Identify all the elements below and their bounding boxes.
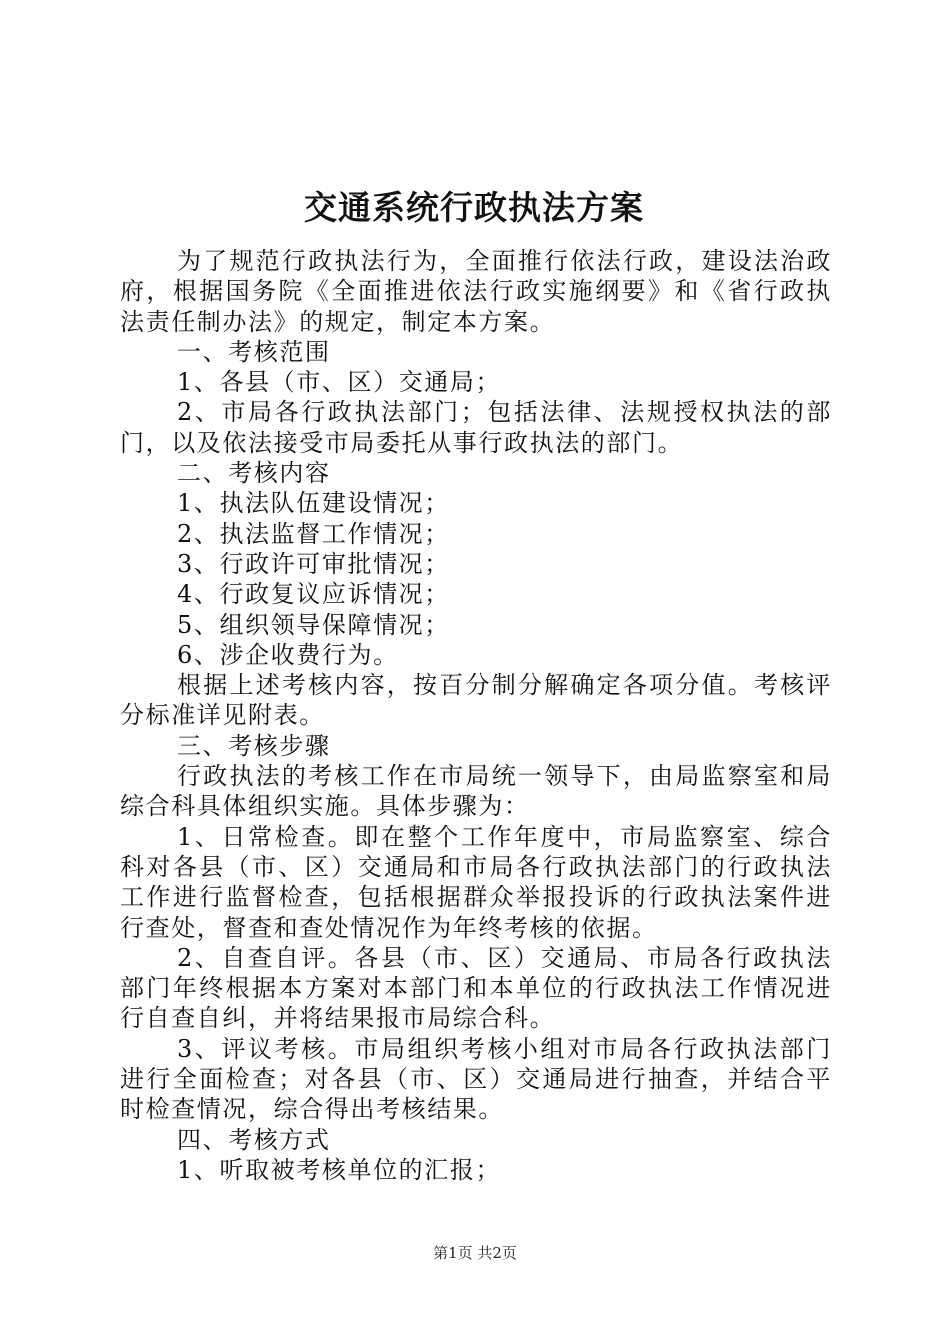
section-heading-method: 四、考核方式 bbox=[177, 1125, 331, 1154]
list-item: 1、日常检查。即在整个工作年度中，市局监察室、综合科对各县（市、区）交通局和市局各行政执法部门的行政执法工作进行监督检查，包括根据群众举报投诉的行政执法案件进行查处，督查和查处情况作为年终考核的依据。 bbox=[120, 822, 832, 942]
document-page bbox=[120, 180, 832, 1185]
list-item: 2、执法监督工作情况； bbox=[177, 519, 450, 548]
intro-paragraph: 为了规范行政执法行为，全面推行依法行政，建设法治政府，根据国务院《全面推进依法行政实施纲要》和《省行政执法责任制办法》的规定，制定本方案。 bbox=[120, 247, 832, 336]
list-item: 4、行政复议应诉情况； bbox=[177, 580, 450, 609]
list-item: 2、市局各行政执法部门；包括法律、法规授权执法的部门，以及依法接受市局委托从事行政执法的部门。 bbox=[120, 398, 832, 457]
list-item: 3、行政许可审批情况； bbox=[177, 549, 450, 578]
page-footer: 第1页 共2页 bbox=[433, 1244, 517, 1262]
section-heading-steps: 三、考核步骤 bbox=[177, 731, 331, 760]
list-item: 6、涉企收费行为。 bbox=[177, 640, 399, 669]
section-heading-scope: 一、考核范围 bbox=[177, 337, 331, 366]
list-item: 3、评议考核。市局组织考核小组对市局各行政执法部门进行全面检查；对各县（市、区）交通局进行抽查，并结合平时检查情况，综合得出考核结果。 bbox=[120, 1034, 832, 1124]
list-item: 1、执法队伍建设情况； bbox=[177, 489, 450, 518]
document-body bbox=[120, 246, 832, 1185]
body-paragraph: 根据上述考核内容，按百分制分解确定各项分值。考核评分标准详见附表。 bbox=[120, 671, 832, 730]
list-item: 2、自查自评。各县（市、区）交通局、市局各行政执法部门年终根据本方案对本部门和本单位的行政执法工作情况进行自查自纠，并将结果报市局综合科。 bbox=[120, 943, 832, 1033]
list-item: 1、各县（市、区）交通局； bbox=[177, 368, 502, 397]
body-paragraph: 行政执法的考核工作在市局统一领导下，由局监察室和局综合科具体组织实施。具体步骤为： bbox=[120, 762, 832, 821]
document-title: 交通系统行政执法方案 bbox=[304, 188, 644, 227]
list-item: 5、组织领导保障情况； bbox=[177, 610, 450, 639]
section-heading-content: 二、考核内容 bbox=[177, 459, 331, 488]
list-item: 1、听取被考核单位的汇报； bbox=[177, 1155, 502, 1184]
